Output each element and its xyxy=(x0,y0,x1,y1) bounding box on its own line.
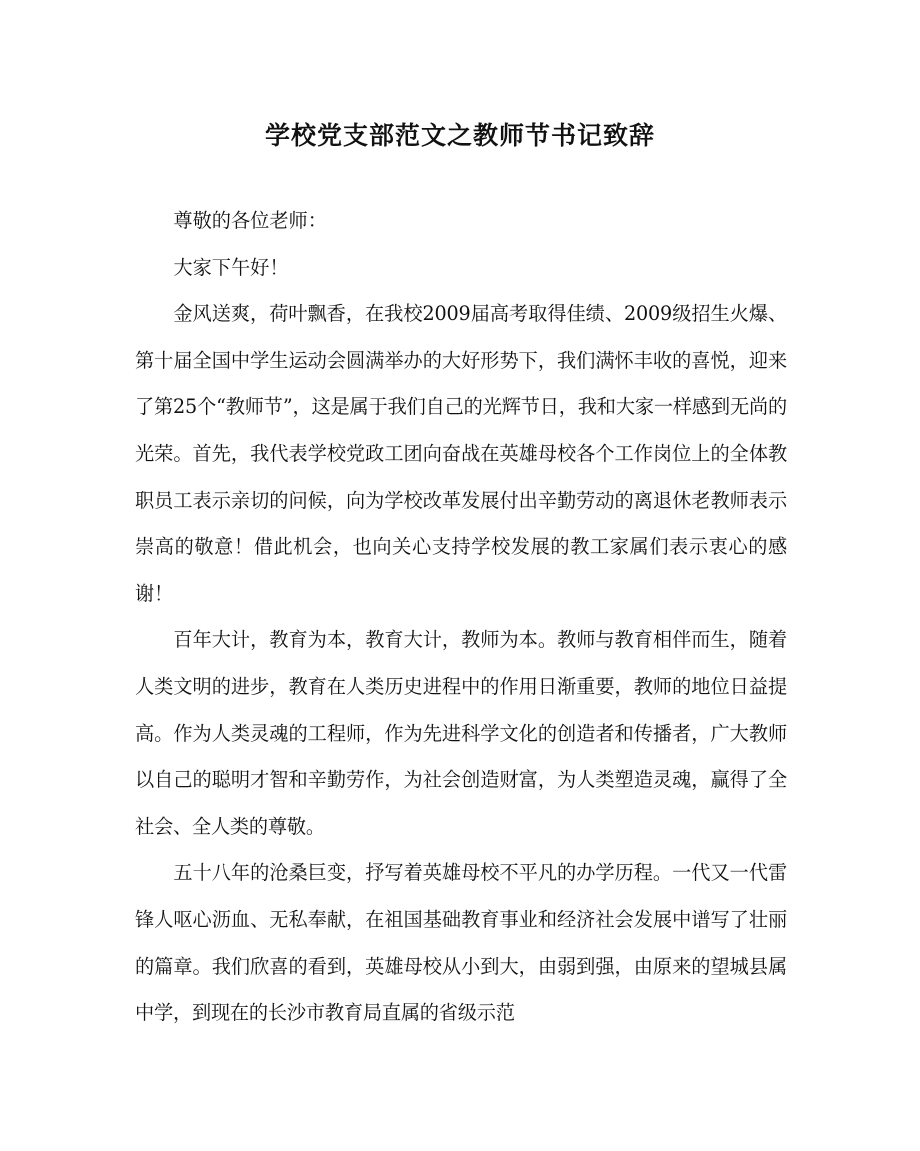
paragraph-2: 百年大计，教育为本，教育大计，教师为本。教师与教育相伴而生，随着人类文明的进步，教育在人类历史进程中的作用日渐重要，教师的地位日益提高。作为人类灵魂的工程师，作为先进科学文化的创造者和传播者，广大教师以自己的聪明才智和辛勤劳作，为社会创造财富，为人类塑造灵魂，赢得了全社会、全人类的尊敬。 xyxy=(135,628,787,838)
document-title: 学校党支部范文之教师节书记致辞 xyxy=(264,121,655,150)
paragraph-3: 五十八年的沧桑巨变，抒写着英雄母校不平凡的办学历程。一代又一代雷锋人呕心沥血、无私奉献，在祖国基础教育事业和经济社会发展中谱写了壮丽的篇章。我们欣喜的看到，英雄母校从小到大，由弱到强，由原来的望城县属中学，到现在的长沙市教育局直属的省级示范 xyxy=(135,861,787,1025)
paragraph-1: 金风送爽，荷叶飘香，在我校2009届高考取得佳绩、2009级招生火爆、第十届全国中学生运动会圆满举办的大好形势下，我们满怀丰收的喜悦，迎来了第25个“教师节”，这是属于我们自己的光辉节日，我和大家一样感到无尚的光荣。首先，我代表学校党政工团向奋战在英雄母校各个工作岗位上的全体教职员工表示亲切的问候，向为学校改革发展付出辛勤劳动的离退休老教师表示崇高的敬意！借此机会，也向关心支持学校发展的教工家属们表示衷心的感谢！ xyxy=(135,302,787,605)
greeting: 大家下午好！ xyxy=(173,255,289,279)
document-body xyxy=(135,198,787,1037)
salutation: 尊敬的各位老师： xyxy=(173,209,327,232)
